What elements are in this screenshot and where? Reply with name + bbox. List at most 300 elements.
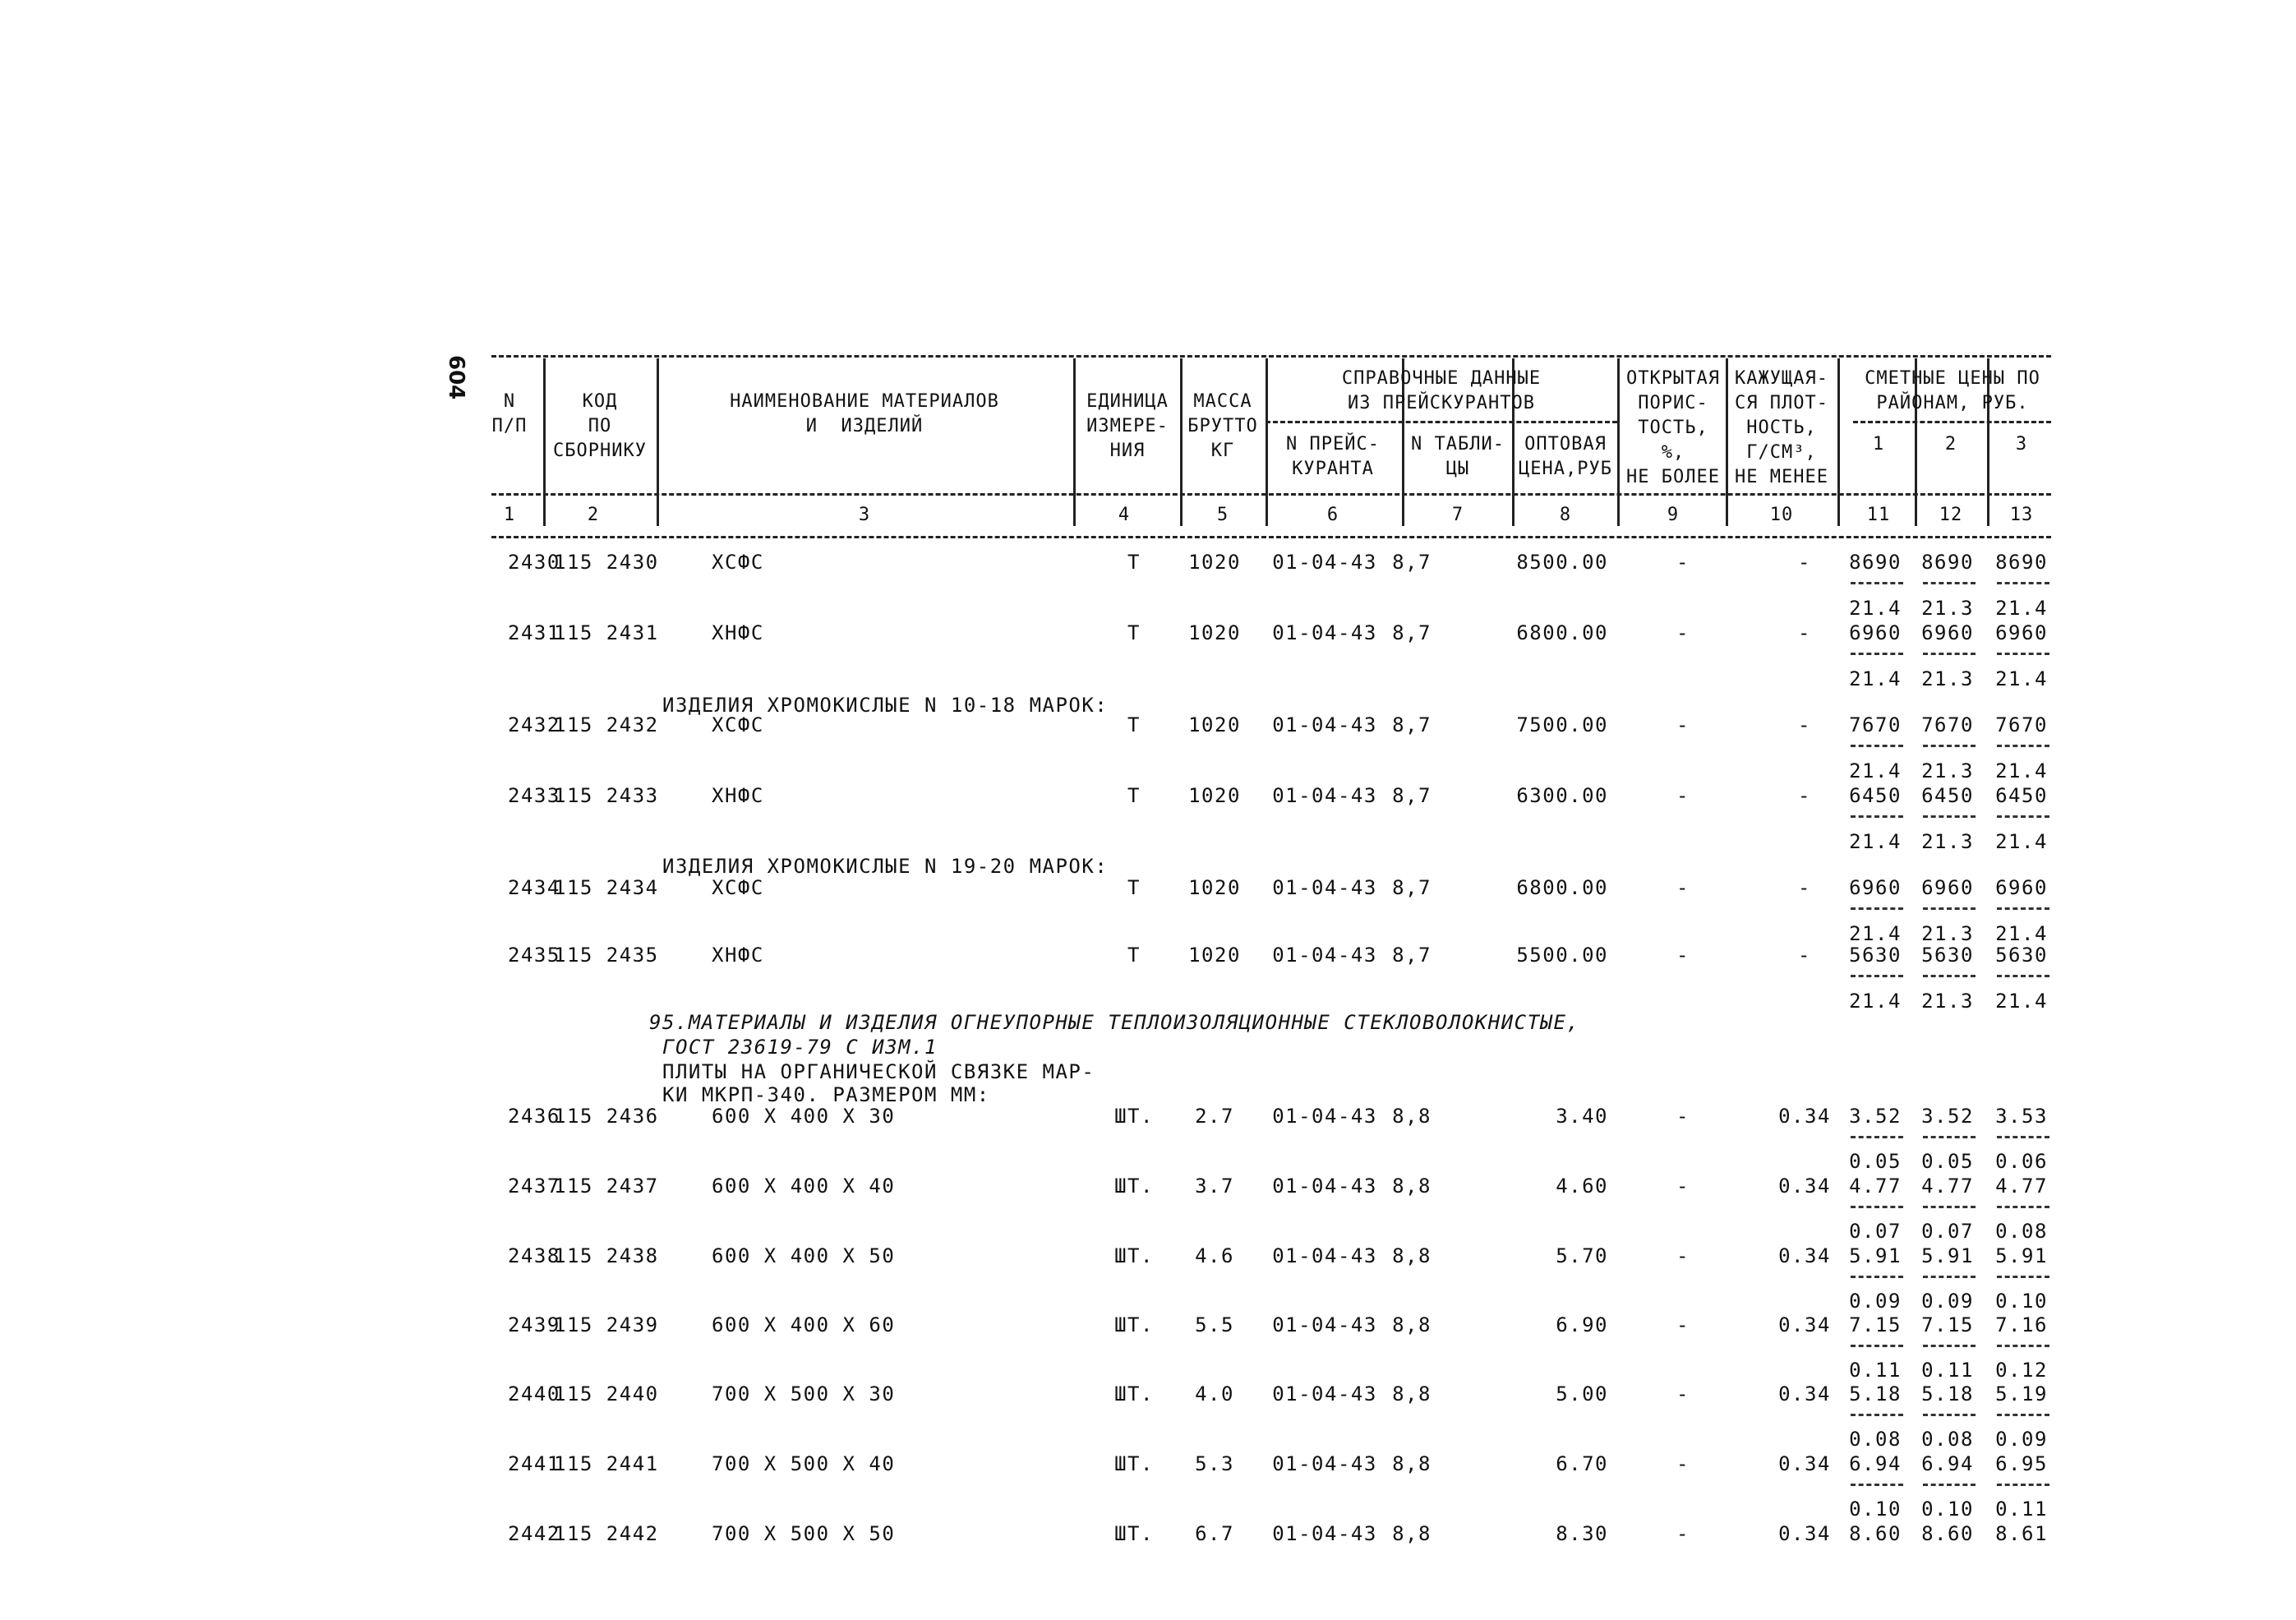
row-density: - (1798, 713, 1811, 736)
row-region-extra-3: 21.4 (1995, 667, 2048, 690)
fraction-bar (1997, 975, 2049, 977)
row-name: 600 X 400 X 50 (712, 1244, 896, 1267)
row-unit: Т (1127, 713, 1141, 736)
fraction-bar (1997, 653, 2049, 655)
header-group_prices-line: СМЕТНЫЕ ЦЕНЫ ПО (1865, 368, 2040, 389)
fraction-bar (1997, 815, 2049, 818)
row-unit: ШТ. (1114, 1175, 1154, 1198)
fraction-bar (1851, 1484, 1903, 1486)
row-porosity: - (1676, 621, 1690, 644)
header-col10-line: НЕ МЕНЕЕ (1735, 467, 1828, 487)
row-wholesale-price: 5.00 (1556, 1382, 1608, 1405)
row-region-price-1: 7670 (1849, 713, 1902, 736)
row-unit: ШТ. (1114, 1105, 1154, 1128)
row-wholesale-price: 4.60 (1556, 1175, 1608, 1198)
row-region-price-3: 6.95 (1995, 1452, 2048, 1475)
row-porosity: - (1676, 876, 1690, 899)
header-group_ref-line: СПРАВОЧНЫЕ ДАННЫЕ (1341, 368, 1542, 389)
header-region-1: 1 (1872, 434, 1885, 455)
header-col9-line: ПОРИС- (1638, 393, 1708, 413)
row-unit: Т (1127, 621, 1141, 644)
fraction-bar (1923, 1136, 1976, 1138)
row-code: 115 2436 (554, 1105, 659, 1128)
row-region-extra-2: 0.07 (1921, 1220, 1974, 1243)
row-region-extra-1: 0.08 (1849, 1428, 1902, 1451)
row-region-price-1: 6450 (1849, 784, 1902, 807)
row-wholesale-price: 7500.00 (1516, 713, 1608, 736)
column-number: 5 (1216, 505, 1229, 525)
header-divider (1266, 358, 1268, 526)
row-region-price-3: 6960 (1995, 621, 2048, 644)
header-col4-line: ИЗМЕРЕ- (1086, 416, 1169, 436)
row-region-price-1: 8.60 (1849, 1522, 1902, 1545)
header-col2-line: СБОРНИКУ (553, 441, 647, 461)
header-col9-line: ОТКРЫТАЯ (1626, 368, 1720, 389)
row-region-price-3: 6960 (1995, 876, 2048, 899)
row-table: 8,7 (1392, 784, 1432, 807)
fraction-bar (1851, 1206, 1903, 1208)
row-region-price-3: 7.16 (1995, 1313, 2048, 1336)
row-number: 2435 (508, 944, 560, 967)
header-col8-line: ОПТОВАЯ (1524, 434, 1607, 455)
row-pricelist: 01-04-43 (1272, 713, 1377, 736)
section-title: ПЛИТЫ НА ОРГАНИЧЕСКОЙ СВЯЗКЕ МАР- (662, 1060, 1095, 1083)
row-porosity: - (1676, 551, 1690, 574)
row-pricelist: 01-04-43 (1272, 551, 1377, 574)
fraction-bar (1923, 1484, 1976, 1486)
row-region-price-2: 8690 (1921, 551, 1974, 574)
header-col9-line: %, (1661, 442, 1685, 463)
row-code: 115 2435 (554, 944, 659, 967)
row-region-extra-2: 21.3 (1921, 922, 1974, 945)
fraction-bar (1851, 745, 1903, 747)
row-region-price-3: 5.19 (1995, 1382, 2048, 1405)
row-region-extra-3: 21.4 (1995, 990, 2048, 1013)
row-region-price-2: 7.15 (1921, 1313, 1974, 1336)
row-region-extra-1: 0.07 (1849, 1220, 1902, 1243)
header-col10-line: Г/СМ³, (1746, 442, 1817, 463)
row-density: 0.34 (1778, 1244, 1831, 1267)
header-divider (1726, 358, 1728, 526)
column-number: 6 (1326, 505, 1339, 525)
row-region-extra-1: 21.4 (1849, 990, 1902, 1013)
row-region-extra-2: 21.3 (1921, 759, 1974, 782)
row-pricelist: 01-04-43 (1272, 1105, 1377, 1128)
row-number: 2432 (508, 713, 560, 736)
row-density: 0.34 (1778, 1522, 1831, 1545)
row-pricelist: 01-04-43 (1272, 1522, 1377, 1545)
row-region-extra-2: 21.3 (1921, 830, 1974, 853)
header-col10-line: КАЖУЩАЯ- (1735, 368, 1828, 389)
row-region-price-1: 6960 (1849, 876, 1902, 899)
row-mass: 1020 (1188, 944, 1241, 967)
column-number: 13 (2009, 505, 2034, 525)
row-unit: Т (1127, 944, 1141, 967)
column-number: 4 (1118, 505, 1131, 525)
row-region-extra-2: 0.11 (1921, 1359, 1974, 1382)
row-region-price-1: 7.15 (1849, 1313, 1902, 1336)
row-region-extra-1: 21.4 (1849, 759, 1902, 782)
row-region-price-2: 4.77 (1921, 1175, 1974, 1198)
row-region-price-1: 4.77 (1849, 1175, 1902, 1198)
row-name: ХНФС (712, 944, 764, 967)
row-region-price-2: 3.52 (1921, 1105, 1974, 1128)
fraction-bar (1997, 1484, 2049, 1486)
header-col3-line: И ИЗДЕЛИЙ (805, 416, 924, 436)
row-region-extra-1: 21.4 (1849, 667, 1902, 690)
row-region-extra-3: 21.4 (1995, 597, 2048, 620)
row-mass: 6.7 (1195, 1522, 1234, 1545)
row-name: 700 X 500 X 50 (712, 1522, 896, 1545)
fraction-bar (1923, 907, 1976, 910)
header-col7-line: ЦЫ (1445, 459, 1470, 479)
row-region-price-2: 6960 (1921, 621, 1974, 644)
column-number: 7 (1451, 505, 1464, 525)
row-wholesale-price: 6800.00 (1516, 621, 1608, 644)
row-density: - (1798, 876, 1811, 899)
fraction-bar (1923, 582, 1976, 584)
row-porosity: - (1676, 1105, 1690, 1128)
header-col8-line: ЦЕНА,РУБ (1519, 459, 1612, 479)
column-number: 1 (503, 505, 516, 525)
header-col1-line: N (503, 391, 516, 412)
row-region-price-3: 8690 (1995, 551, 2048, 574)
row-region-extra-3: 0.10 (1995, 1290, 2048, 1313)
row-region-extra-3: 0.11 (1995, 1498, 2048, 1521)
row-region-extra-3: 0.08 (1995, 1220, 2048, 1243)
row-porosity: - (1676, 944, 1690, 967)
row-region-price-2: 5630 (1921, 944, 1974, 967)
row-region-price-1: 8690 (1849, 551, 1902, 574)
fraction-bar (1851, 653, 1903, 655)
fraction-bar (1997, 582, 2049, 584)
row-unit: Т (1127, 551, 1141, 574)
row-region-extra-1: 21.4 (1849, 922, 1902, 945)
row-region-price-1: 3.52 (1849, 1105, 1902, 1128)
row-code: 115 2437 (554, 1175, 659, 1198)
row-name: 700 X 500 X 40 (712, 1452, 896, 1475)
fraction-bar (1851, 815, 1903, 818)
section-title: ИЗДЕЛИЯ ХРОМОКИСЛЫЕ N 10-18 МАРОК: (662, 694, 1109, 717)
header-bottom-rule (491, 536, 2051, 538)
header-col5-line: КГ (1210, 441, 1235, 461)
row-mass: 5.5 (1195, 1313, 1234, 1336)
row-wholesale-price: 6300.00 (1516, 784, 1608, 807)
row-table: 8,8 (1392, 1105, 1432, 1128)
column-number: 11 (1866, 505, 1891, 525)
row-density: - (1798, 621, 1811, 644)
row-mass: 3.7 (1195, 1175, 1234, 1198)
header-divider (1837, 358, 1840, 526)
header-col6-line: N ПРЕЙС- (1286, 434, 1380, 455)
fraction-bar (1997, 1136, 2049, 1138)
row-name: 600 X 400 X 30 (712, 1105, 896, 1128)
row-code: 115 2431 (554, 621, 659, 644)
row-number: 2441 (508, 1452, 560, 1475)
row-region-price-3: 5.91 (1995, 1244, 2048, 1267)
header-ref-subrule (1266, 421, 1617, 423)
row-mass: 1020 (1188, 621, 1241, 644)
row-unit: Т (1127, 784, 1141, 807)
header-mid-rule (491, 493, 2051, 496)
header-col2-line: КОД (582, 391, 618, 412)
row-region-price-3: 6450 (1995, 784, 2048, 807)
fraction-bar (1851, 907, 1903, 910)
row-density: 0.34 (1778, 1382, 1831, 1405)
row-density: - (1798, 551, 1811, 574)
fraction-bar (1851, 1345, 1903, 1347)
fraction-bar (1923, 1206, 1976, 1208)
header-divider (543, 358, 546, 526)
row-mass: 1020 (1188, 876, 1241, 899)
fraction-bar (1923, 1414, 1976, 1416)
row-mass: 1020 (1188, 551, 1241, 574)
row-region-price-3: 7670 (1995, 713, 2048, 736)
fraction-bar (1923, 653, 1976, 655)
row-region-extra-3: 0.09 (1995, 1428, 2048, 1451)
row-density: 0.34 (1778, 1175, 1831, 1198)
row-number: 2442 (508, 1522, 560, 1545)
row-table: 8,8 (1392, 1452, 1432, 1475)
header-top-rule (491, 355, 2051, 358)
row-region-extra-3: 0.06 (1995, 1150, 2048, 1173)
row-unit: ШТ. (1114, 1452, 1154, 1475)
row-region-extra-2: 0.08 (1921, 1428, 1974, 1451)
row-region-extra-2: 0.09 (1921, 1290, 1974, 1313)
fraction-bar (1997, 745, 2049, 747)
row-wholesale-price: 6.90 (1556, 1313, 1608, 1336)
row-wholesale-price: 3.40 (1556, 1105, 1608, 1128)
row-table: 8,7 (1392, 876, 1432, 899)
row-code: 115 2441 (554, 1452, 659, 1475)
row-region-extra-2: 21.3 (1921, 597, 1974, 620)
row-region-extra-2: 0.10 (1921, 1498, 1974, 1521)
row-density: 0.34 (1778, 1313, 1831, 1336)
row-porosity: - (1676, 1244, 1690, 1267)
column-number: 3 (858, 505, 871, 525)
fraction-bar (1997, 1414, 2049, 1416)
row-density: 0.34 (1778, 1105, 1831, 1128)
header-col2-line: ПО (588, 416, 612, 436)
row-region-extra-1: 0.05 (1849, 1150, 1902, 1173)
row-code: 115 2430 (554, 551, 659, 574)
row-name: ХСФС (712, 876, 764, 899)
row-name: ХСФС (712, 551, 764, 574)
row-code: 115 2432 (554, 713, 659, 736)
row-name: ХСФС (712, 713, 764, 736)
row-region-extra-1: 0.09 (1849, 1290, 1902, 1313)
row-code: 115 2440 (554, 1382, 659, 1405)
row-region-price-2: 8.60 (1921, 1522, 1974, 1545)
row-pricelist: 01-04-43 (1272, 944, 1377, 967)
row-wholesale-price: 8500.00 (1516, 551, 1608, 574)
row-number: 2430 (508, 551, 560, 574)
fraction-bar (1851, 582, 1903, 584)
header-col9-line: НЕ БОЛЕЕ (1626, 467, 1720, 487)
row-table: 8,8 (1392, 1313, 1432, 1336)
row-region-price-1: 6960 (1849, 621, 1902, 644)
row-wholesale-price: 5500.00 (1516, 944, 1608, 967)
row-pricelist: 01-04-43 (1272, 1313, 1377, 1336)
fraction-bar (1997, 907, 2049, 910)
header-col4-line: ЕДИНИЦА (1086, 391, 1169, 412)
row-region-price-2: 6450 (1921, 784, 1974, 807)
row-table: 8,8 (1392, 1382, 1432, 1405)
row-region-price-2: 7670 (1921, 713, 1974, 736)
row-name: 700 X 500 X 30 (712, 1382, 896, 1405)
row-region-price-3: 3.53 (1995, 1105, 2048, 1128)
header-divider (1617, 358, 1620, 526)
column-number: 9 (1667, 505, 1680, 525)
column-number: 8 (1559, 505, 1572, 525)
row-code: 115 2439 (554, 1313, 659, 1336)
row-wholesale-price: 5.70 (1556, 1244, 1608, 1267)
row-table: 8,7 (1392, 551, 1432, 574)
row-region-price-3: 5630 (1995, 944, 2048, 967)
fraction-bar (1997, 1345, 2049, 1347)
row-porosity: - (1676, 1452, 1690, 1475)
row-region-extra-1: 21.4 (1849, 830, 1902, 853)
row-code: 115 2433 (554, 784, 659, 807)
column-number: 12 (1939, 505, 1963, 525)
row-number: 2431 (508, 621, 560, 644)
row-porosity: - (1676, 1382, 1690, 1405)
header-region-3: 3 (2015, 434, 2028, 455)
row-table: 8,7 (1392, 713, 1432, 736)
fraction-bar (1851, 975, 1903, 977)
row-table: 8,8 (1392, 1244, 1432, 1267)
header-col10-line: НОСТЬ, (1746, 418, 1817, 438)
row-pricelist: 01-04-43 (1272, 876, 1377, 899)
row-wholesale-price: 8.30 (1556, 1522, 1608, 1545)
header-col10-line: СЯ ПЛОТ- (1735, 393, 1828, 413)
row-region-price-2: 6960 (1921, 876, 1974, 899)
row-unit: ШТ. (1114, 1313, 1154, 1336)
header-group_prices-line: РАЙОНАМ, РУБ. (1876, 393, 2029, 413)
row-region-extra-3: 21.4 (1995, 759, 2048, 782)
fraction-bar (1923, 1276, 1976, 1278)
row-region-price-2: 6.94 (1921, 1452, 1974, 1475)
header-divider (1073, 358, 1076, 526)
fraction-bar (1851, 1276, 1903, 1278)
row-number: 2438 (508, 1244, 560, 1267)
row-mass: 4.0 (1195, 1382, 1234, 1405)
row-wholesale-price: 6.70 (1556, 1452, 1608, 1475)
row-number: 2440 (508, 1382, 560, 1405)
row-density: - (1798, 784, 1811, 807)
fraction-bar (1923, 815, 1976, 818)
row-region-price-1: 5630 (1849, 944, 1902, 967)
row-density: - (1798, 944, 1811, 967)
section-title: КИ МКРП-340. РАЗМЕРОМ ММ: (662, 1083, 990, 1106)
section-title: ГОСТ 23619-79 С ИЗМ.1 (662, 1036, 938, 1059)
row-porosity: - (1676, 1313, 1690, 1336)
row-table: 8,7 (1392, 944, 1432, 967)
row-region-extra-1: 0.11 (1849, 1359, 1902, 1382)
section-title: ИЗДЕЛИЯ ХРОМОКИСЛЫЕ N 19-20 МАРОК: (662, 855, 1109, 878)
row-wholesale-price: 6800.00 (1516, 876, 1608, 899)
row-region-price-1: 6.94 (1849, 1452, 1902, 1475)
row-region-extra-2: 0.05 (1921, 1150, 1974, 1173)
column-number: 2 (587, 505, 600, 525)
header-col9-line: ТОСТЬ, (1638, 418, 1708, 438)
row-number: 2436 (508, 1105, 560, 1128)
row-number: 2437 (508, 1175, 560, 1198)
row-number: 2434 (508, 876, 560, 899)
row-unit: ШТ. (1114, 1244, 1154, 1267)
header-group_ref-line: ИЗ ПРЕЙСКУРАНТОВ (1348, 393, 1535, 413)
row-region-price-1: 5.91 (1849, 1244, 1902, 1267)
row-pricelist: 01-04-43 (1272, 1244, 1377, 1267)
row-region-extra-3: 0.12 (1995, 1359, 2048, 1382)
page-number: 604 (444, 355, 468, 400)
fraction-bar (1997, 1276, 2049, 1278)
row-region-price-3: 8.61 (1995, 1522, 2048, 1545)
row-mass: 1020 (1188, 713, 1241, 736)
header-divider (657, 358, 659, 526)
fraction-bar (1923, 1345, 1976, 1347)
row-mass: 4.6 (1195, 1244, 1234, 1267)
fraction-bar (1923, 975, 1976, 977)
row-pricelist: 01-04-43 (1272, 1452, 1377, 1475)
row-mass: 5.3 (1195, 1452, 1234, 1475)
header-col4-line: НИЯ (1109, 441, 1146, 461)
fraction-bar (1851, 1136, 1903, 1138)
row-pricelist: 01-04-43 (1272, 621, 1377, 644)
row-region-extra-1: 21.4 (1849, 597, 1902, 620)
row-number: 2439 (508, 1313, 560, 1336)
column-number: 10 (1769, 505, 1794, 525)
row-name: 600 X 400 X 40 (712, 1175, 896, 1198)
row-region-extra-3: 21.4 (1995, 922, 2048, 945)
row-porosity: - (1676, 1175, 1690, 1198)
row-region-extra-2: 21.3 (1921, 667, 1974, 690)
row-table: 8,8 (1392, 1175, 1432, 1198)
row-porosity: - (1676, 713, 1690, 736)
row-name: ХНФС (712, 784, 764, 807)
row-name: 600 X 400 X 60 (712, 1313, 896, 1336)
row-unit: Т (1127, 876, 1141, 899)
row-code: 115 2438 (554, 1244, 659, 1267)
row-region-price-1: 5.18 (1849, 1382, 1902, 1405)
row-code: 115 2434 (554, 876, 659, 899)
row-pricelist: 01-04-43 (1272, 1175, 1377, 1198)
row-region-price-3: 4.77 (1995, 1175, 2048, 1198)
row-region-price-2: 5.18 (1921, 1382, 1974, 1405)
header-col3-line: НАИМЕНОВАНИЕ МАТЕРИАЛОВ (730, 391, 999, 412)
row-pricelist: 01-04-43 (1272, 1382, 1377, 1405)
row-region-extra-3: 21.4 (1995, 830, 2048, 853)
header-col7-line: N ТАБЛИ- (1411, 434, 1505, 455)
row-region-extra-2: 21.3 (1921, 990, 1974, 1013)
row-table: 8,8 (1392, 1522, 1432, 1545)
row-region-price-2: 5.91 (1921, 1244, 1974, 1267)
row-pricelist: 01-04-43 (1272, 784, 1377, 807)
header-region-2: 2 (1944, 434, 1957, 455)
row-unit: ШТ. (1114, 1522, 1154, 1545)
row-number: 2433 (508, 784, 560, 807)
header-col1-line: П/П (491, 416, 528, 436)
row-porosity: - (1676, 784, 1690, 807)
row-unit: ШТ. (1114, 1382, 1154, 1405)
row-name: ХНФС (712, 621, 764, 644)
fraction-bar (1923, 745, 1976, 747)
row-density: 0.34 (1778, 1452, 1831, 1475)
fraction-bar (1851, 1414, 1903, 1416)
row-region-extra-1: 0.10 (1849, 1498, 1902, 1521)
header-divider (1180, 358, 1183, 526)
header-col6-line: КУРАНТА (1292, 459, 1374, 479)
